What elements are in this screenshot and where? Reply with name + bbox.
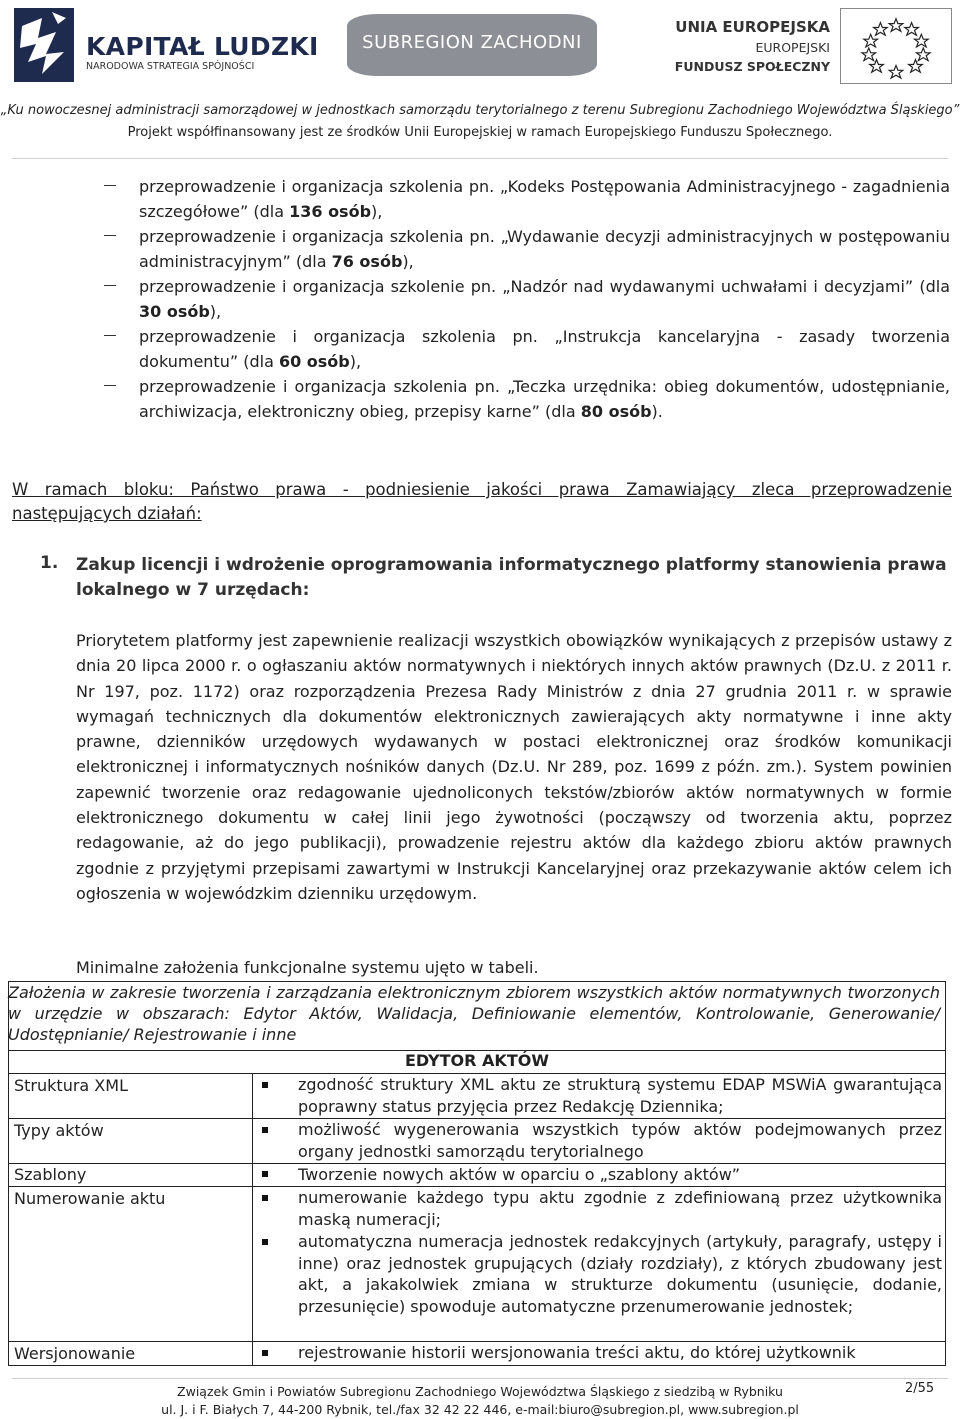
header-divider [12,158,948,159]
kapital-ludzki-title: KAPITAŁ LUDZKI [86,32,319,61]
eu-logo [674,4,952,86]
project-funding-line: Projekt współfinansowany jest ze środków Unii Europejskiej w ramach Europejskiego Funduszu Społecznego. [127,125,833,140]
eu-logo-line1: UNIA EUROPEJSKA [675,18,830,36]
kapital-ludzki-emblem-icon [12,4,82,84]
table-row-text: rejestrowanie historii wersjonowania treści aktu, do której użytkownik [298,1343,856,1362]
bullet-square-icon [262,1171,268,1177]
table-row-label: Struktura XML [14,1076,128,1095]
table-row-label: Typy aktów [14,1121,104,1140]
table-row-text: zgodność struktury XML aktu ze strukturą systemu EDAP MSWiA gwarantująca poprawny status przyjęcia przez Redakcję Dziennika; [298,1075,942,1116]
table-row-text: możliwość wygenerowania wszystkich typów aktów podejmowanych przez organy jednostki samorządu terytorialnego [298,1120,942,1161]
page-number: 2/55 [905,1381,935,1396]
footer-address-line1: Związek Gmin i Powiatów Subregionu Zachodniego Województwa Śląskiego z siedzibą w Rybniku [177,1384,783,1399]
table-row-label: Szablony [14,1165,87,1184]
bullet-square-icon [262,1239,268,1245]
subregion-zachodni-logo [347,14,597,76]
table-row-text: numerowanie każdego typu aktu zgodnie z zdefiniowaną przez użytkownika maską numeracji; [298,1188,942,1229]
table-row-label: Wersjonowanie [14,1344,136,1363]
bullet-square-icon [262,1350,268,1356]
kapital-ludzki-subtitle: NARODOWA STRATEGIA SPÓJNOŚCI [86,61,255,72]
bullet-square-icon [262,1127,268,1133]
list-item: przeprowadzenie i organizacja szkolenia pn. „Kodeks Postępowania Administracyjnego - zagadnienia szczegółowe” (dla 136 osób), [139,177,950,221]
section-paragraph: Priorytetem platformy jest zapewnienie realizacji wszystkich obowiązków wynikających z przepisów ustawy z dnia 20 lipca 2000 r. o ogłaszaniu aktów normatywnych i niektórych innych aktów prawnych (Dz.U. z 2011 r. Nr 197, poz. 1172) oraz rozporządzenia Prezesa Rady Ministrów z dnia 27 grudnia 2011 r. w sprawie wymagań technicznych dla dokumentów elektronicznych zawierających akty normatywne i inne akty prawne, dzienników urzędowych wydawanych w postaci elektronicznej oraz środków komunikacji elektronicznej i informatycznych nośników danych (Dz.U. Nr 289, poz. 1699 z późn. zm.). System powinien zapewnić tworzenie oraz redagowanie ujednoliconych tekstów/zbiorów aktów normatywnych w formie elektronicznego dokumentu w całej linii jego żywotności (począwszy od tworzenia aktu, poprzez redagowanie, aż do jego publikacji), prowadzenie rejestru aktów dla każdego zbioru aktów prawnych zgodnie z przyjętymi przepisami zawartymi w Instrukcji Kancelaryjnej oraz przekazywanie aktów celem ich ogłoszenia w wojewódzkim dzienniku urzędowym. [76,631,952,903]
footer-divider [12,1378,948,1379]
list-item: przeprowadzenie i organizacja szkolenie pn. „Nadzór nad wydawanymi uchwałami i decyzjami” (dla 30 osób), [139,277,950,321]
kapital-ludzki-logo [12,4,319,88]
bullet-square-icon [262,1082,268,1088]
eu-flag-icon [840,8,952,84]
block-intro: W ramach bloku: Państwo prawa - podniesienie jakości prawa Zamawiający zleca przeprowadzenie następujących działań: [12,480,952,523]
project-title-line: „Ku nowoczesnej administracji samorządowej w jednostkach samorządu terytorialnego z terenu Subregionu Zachodniego Województwa Śląskiego” [0,103,960,118]
section-number: 1. [40,553,59,573]
table-row-text: Tworzenie nowych aktów w oparciu o „szablony aktów” [298,1165,741,1184]
section-title: Zakup licencji i wdrożenie oprogramowania informatycznego platformy stanowienia prawa lokalnego w 7 urzędach: [76,555,947,600]
eu-logo-line2: EUROPEJSKI [755,40,830,55]
list-item: przeprowadzenie i organizacja szkolenia pn. „Teczka urzędnika: obieg dokumentów, udostępnianie, archiwizacja, elektroniczny obieg, przepisy karne” (dla 80 osób). [139,377,950,421]
table-row-text: automatyczna numeracja jednostek redakcyjnych (artykuły, paragrafy, ustępy i inne) oraz jednostek grupujących (działy rozdziały), z których zbudowany jest akt, a jakakolwiek zmiana w strukturze dokumentu (usunięcie, dodanie, przesunięcie) spowoduje automatyczne przenumerowanie jednostek; [298,1232,942,1316]
footer-address-line2: ul. J. i F. Białych 7, 44-200 Rybnik, tel./fax 32 42 22 446, e-mail:biuro@subregion.pl, www.subregion.pl [161,1402,799,1417]
table-header: Założenia w zakresie tworzenia i zarządzania elektronicznym zbiorem wszystkich aktów normatywnych tworzonych w urzędzie w obszarach: Edytor Aktów, Walidacja, Definiowanie elementów, Kontrolowanie, Generowanie/ Udostępnianie/ Rejestrowanie i inne [8,983,940,1044]
table-column-divider [252,1073,253,1366]
table-row-label: Numerowanie aktu [14,1189,166,1208]
bullet-square-icon [262,1195,268,1201]
subregion-logo-text: SUBREGION ZACHODNI [362,32,582,53]
table-subheader: EDYTOR AKTÓW [405,1051,549,1070]
eu-logo-line3: FUNDUSZ SPOŁECZNY [674,59,830,74]
list-item: przeprowadzenie i organizacja szkolenia pn. „Instrukcja kancelaryjna - zasady tworzenia dokumentu” (dla 60 osób), [139,327,950,371]
table-intro: Minimalne założenia funkcjonalne systemu ujęto w tabeli. [76,958,539,977]
list-item: przeprowadzenie i organizacja szkolenia pn. „Wydawanie decyzji administracyjnych w postępowaniu administracyjnym” (dla 76 osób), [139,227,950,271]
